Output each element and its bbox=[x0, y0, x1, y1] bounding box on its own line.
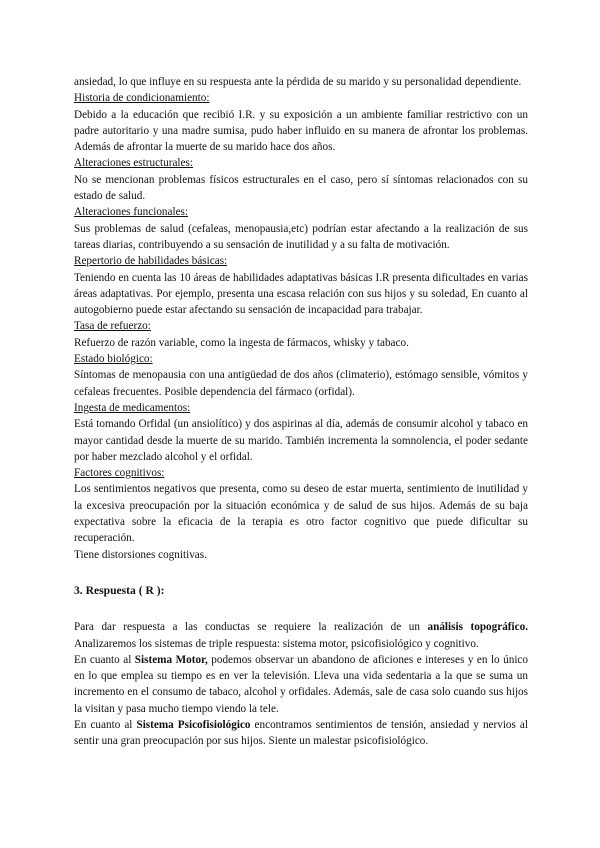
text-run: En cuanto al bbox=[74, 718, 137, 731]
paragraph bbox=[74, 652, 528, 717]
section-heading: Alteraciones estructurales: bbox=[74, 157, 193, 170]
paragraph: Debido a la educación que recibió I.R. y su exposición a un ambiente familiar restrictivo con un padre autoritario y una madre sumisa, pudo haber influido en su manera de afrontar los problemas. Además de afrontar la muerte de su marido hace dos años. bbox=[74, 108, 528, 154]
paragraph: Los sentimientos negativos que presenta, como su deseo de estar muerta, sentimiento de inutilidad y la excesiva preocupación por la situación económica y de salud de sus hijos. Además de su baja expectativa sobre la eficacia de la terapia es otro factor cognitivo que puede dificultar su recuperación. bbox=[74, 483, 528, 545]
paragraph bbox=[74, 619, 528, 652]
text-run: Para dar respuesta a las conductas se requiere la realización de un bbox=[74, 621, 428, 634]
paragraph: ansiedad, lo que influye en su respuesta ante la pérdida de su marido y su personalidad dependiente. bbox=[74, 76, 522, 88]
text-run: Analizaremos los sistemas de triple respuesta: sistema motor, psicofisiológico y cognitivo. bbox=[74, 637, 479, 650]
paragraph: Síntomas de menopausia con una antigüedad de dos años (climaterio), estómago sensible, vómitos y cefaleas frecuentes. Posible dependencia del fármaco (orfidal). bbox=[74, 369, 528, 398]
paragraph: Está tomando Orfidal (un ansiolítico) y dos aspirinas al día, además de consumir alcohol y tabaco en mayor cantidad desde la muerte de su marido. También incrementa la somnolencia, el poder sedante por haber mezclado alcohol y el orfidal. bbox=[74, 418, 528, 463]
section-heading: Estado biológico: bbox=[74, 353, 153, 366]
paragraph: Teniendo en cuenta las 10 áreas de habilidades adaptativas básicas I.R presenta dificultades en varias áreas adaptativas. Por ejemplo, presenta una escasa relación con sus hijos y su soledad, En cuanto al autogobierno puede estar afectando su sensación de incapacidad para trabajar. bbox=[74, 271, 528, 317]
paragraph: Tiene distorsiones cognitivas. bbox=[74, 548, 207, 561]
document-body bbox=[74, 74, 528, 750]
section-heading: Factores cognitivos: bbox=[74, 467, 165, 480]
text-run: podemos observar un abandono de aficiones e intereses y en lo único en lo que emplea su tiempo es en ver la televisión. Lleva una vida sedentaria a la que se suma un incremento en el consumo de tabaco, alcohol y orfidales. Además, sale de casa solo cuando sus hijos la visitan y pasa mucho tiempo viendo la tele. bbox=[74, 653, 528, 715]
bold-term: Sistema Psicofisiológico bbox=[136, 718, 251, 731]
section-heading: Ingesta de medicamentos: bbox=[74, 401, 191, 414]
paragraph bbox=[74, 717, 528, 750]
section-heading: Historia de condicionamiento: bbox=[74, 92, 210, 105]
text-run: encontramos sentimientos de tensión, ansiedad y nervios al sentir una gran preocupación por sus hijos. Siente un malestar psicofisiológico. bbox=[74, 718, 529, 748]
paragraph: Refuerzo de razón variable, como la ingesta de fármacos, whisky y tabaco. bbox=[74, 336, 409, 349]
section-heading: Repertorio de habilidades básicas: bbox=[74, 255, 228, 268]
bold-term: Sistema Motor, bbox=[134, 653, 208, 666]
section-heading: Alteraciones funcionales: bbox=[74, 206, 189, 219]
section-title: 3. Respuesta ( R ): bbox=[74, 583, 165, 597]
text-run: En cuanto al bbox=[74, 653, 135, 666]
paragraph: No se mencionan problemas físicos estructurales en el caso, pero sí síntomas relacionados con su estado de salud. bbox=[74, 173, 528, 203]
bold-term: análisis topográfico. bbox=[427, 621, 528, 634]
section-heading: Tasa de refuerzo: bbox=[74, 320, 151, 333]
paragraph: Sus problemas de salud (cefaleas, menopausia,etc) podrían estar afectando a la realización de sus tareas diarias, contribuyendo a su sensación de inutilidad y a su falta de motivación. bbox=[74, 222, 528, 251]
